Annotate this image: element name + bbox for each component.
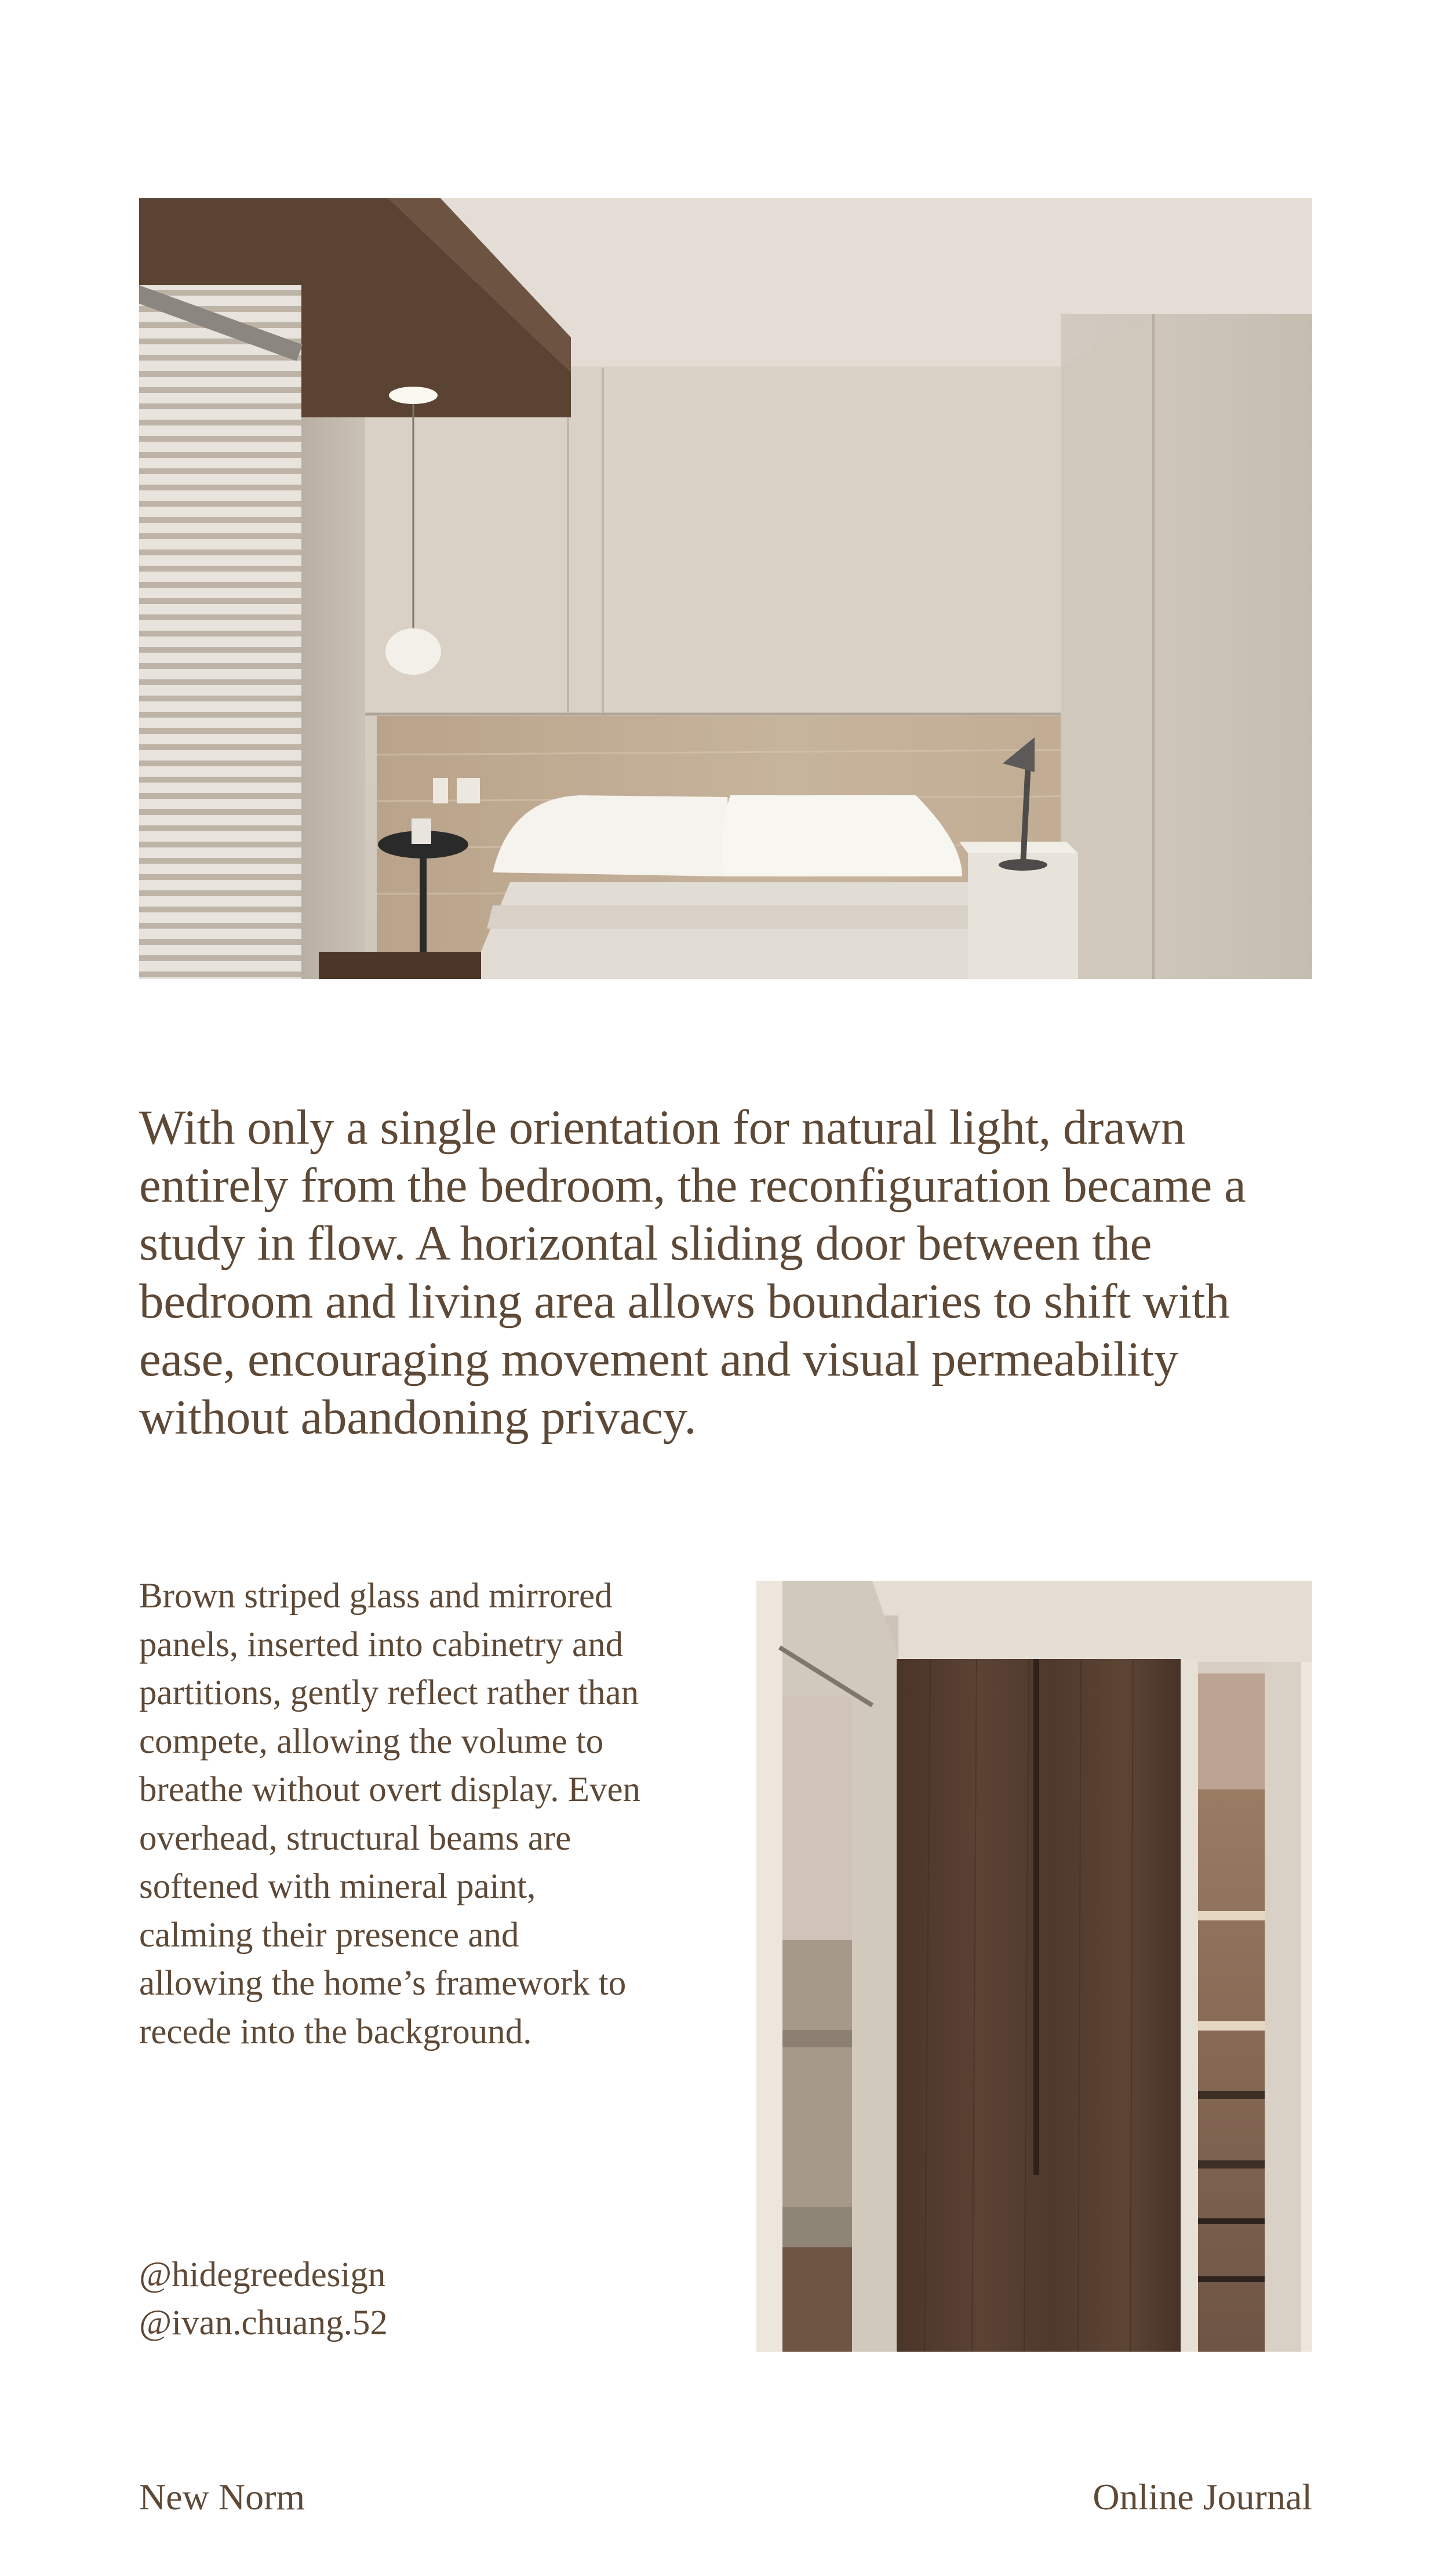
credit-handle-photographer[interactable]: @ivan.chuang.52 — [139, 2304, 388, 2342]
bedroom-photo — [139, 198, 1312, 979]
lead-paragraph: With only a single orientation for natural light, drawn entirely from the bedroom, the reconfiguration became a study in flow. A horizontal sliding door between the bedroom and living area allows boundaries to shift with ease, encouraging movement and visual permeability without abandoning privacy. — [139, 1100, 1246, 1445]
body-paragraph: Brown striped glass and mirrored panels, inserted into cabinetry and partitions, gently reflect rather than compete, allowing the volume to breathe without overt display. Even overhead, structural beams are softened with mineral paint, calming their presence and allowing the home’s framework to recede into the background. — [139, 1577, 641, 2051]
footer-section-name[interactable]: Online Journal — [1093, 2476, 1312, 2517]
footer-publication-name[interactable]: New Norm — [139, 2476, 305, 2517]
sliding-door-photo — [756, 1581, 1312, 2352]
credit-handle-designer[interactable]: @hidegreedesign — [139, 2255, 386, 2294]
